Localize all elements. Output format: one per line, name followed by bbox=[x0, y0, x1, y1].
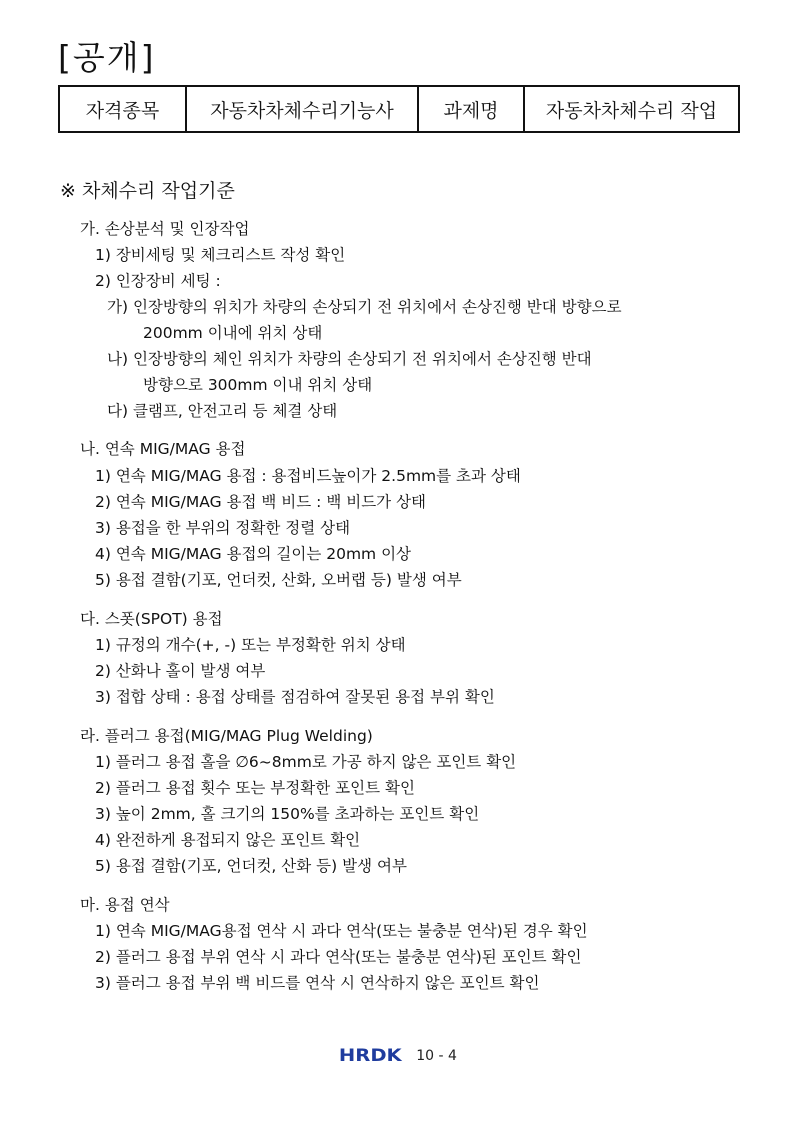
task-label: 과제명 bbox=[418, 86, 524, 132]
info-table bbox=[58, 85, 740, 133]
list-item: 4) 완전하게 용접되지 않은 포인트 확인 bbox=[95, 831, 361, 849]
list-item: 2) 플러그 용접 횟수 또는 부정확한 포인트 확인 bbox=[95, 779, 415, 797]
section-heading: 나. 연속 MIG/MAG 용접 bbox=[80, 440, 246, 458]
page-title: [공개] bbox=[58, 38, 156, 77]
list-item: 3) 접합 상태 : 용접 상태를 점검하여 잘못된 용접 부위 확인 bbox=[95, 688, 495, 706]
section-title: ※ 차체수리 작업기준 bbox=[60, 180, 235, 202]
list-item: 2) 연속 MIG/MAG 용접 백 비드 : 백 비드가 상태 bbox=[95, 493, 427, 511]
page-footer bbox=[0, 1046, 800, 1066]
list-item: 2) 산화나 홀이 발생 여부 bbox=[95, 662, 266, 680]
list-item: 1) 연속 MIG/MAG 용접 : 용접비드높이가 2.5mm를 초과 상태 bbox=[95, 467, 521, 485]
list-item: 3) 플러그 용접 부위 백 비드를 연삭 시 연삭하지 않은 포인트 확인 bbox=[95, 974, 540, 992]
list-item: 2) 플러그 용접 부위 연삭 시 과다 연삭(또는 불충분 연삭)된 포인트 확인 bbox=[95, 948, 582, 966]
section-heading: 가. 손상분석 및 인장작업 bbox=[80, 220, 250, 238]
hrdk-logo: HRDK bbox=[339, 1046, 402, 1066]
qualification-label: 자격종목 bbox=[59, 86, 186, 132]
list-item: 1) 연속 MIG/MAG용접 연삭 시 과다 연삭(또는 불충분 연삭)된 경우 확인 bbox=[95, 922, 588, 940]
list-item: 1) 규정의 개수(+, -) 또는 부정확한 위치 상태 bbox=[95, 636, 406, 654]
list-item: 다) 클램프, 안전고리 등 체결 상태 bbox=[107, 402, 338, 420]
section-heading: 마. 용접 연삭 bbox=[80, 896, 170, 914]
list-item: 방향으로 300mm 이내 위치 상태 bbox=[143, 376, 373, 394]
qualification-value: 자동차차체수리기능사 bbox=[186, 86, 418, 132]
info-table-row bbox=[59, 86, 739, 132]
list-item: 200mm 이내에 위치 상태 bbox=[143, 324, 323, 342]
section-heading: 라. 플러그 용접(MIG/MAG Plug Welding) bbox=[80, 727, 373, 745]
list-item: 1) 장비세팅 및 체크리스트 작성 확인 bbox=[95, 246, 346, 264]
list-item: 가) 인장방향의 위치가 차량의 손상되기 전 위치에서 손상진행 반대 방향으로 bbox=[107, 298, 622, 316]
list-item: 3) 높이 2mm, 홀 크기의 150%를 초과하는 포인트 확인 bbox=[95, 805, 480, 823]
list-item: 3) 용접을 한 부위의 정확한 정렬 상태 bbox=[95, 519, 351, 537]
page-number: 10 - 4 bbox=[416, 1048, 457, 1064]
list-item: 나) 인장방향의 체인 위치가 차량의 손상되기 전 위치에서 손상진행 반대 bbox=[107, 350, 592, 368]
list-item: 1) 플러그 용접 홀을 ∅6~8mm로 가공 하지 않은 포인트 확인 bbox=[95, 753, 517, 771]
list-item: 4) 연속 MIG/MAG 용접의 길이는 20mm 이상 bbox=[95, 545, 412, 563]
list-item: 2) 인장장비 세팅 : bbox=[95, 272, 221, 290]
list-item: 5) 용접 결함(기포, 언더컷, 산화, 오버랩 등) 발생 여부 bbox=[95, 571, 462, 589]
section-heading: 다. 스폿(SPOT) 용접 bbox=[80, 610, 223, 628]
list-item: 5) 용접 결함(기포, 언더컷, 산화 등) 발생 여부 bbox=[95, 857, 407, 875]
task-value: 자동차차체수리 작업 bbox=[524, 86, 739, 132]
